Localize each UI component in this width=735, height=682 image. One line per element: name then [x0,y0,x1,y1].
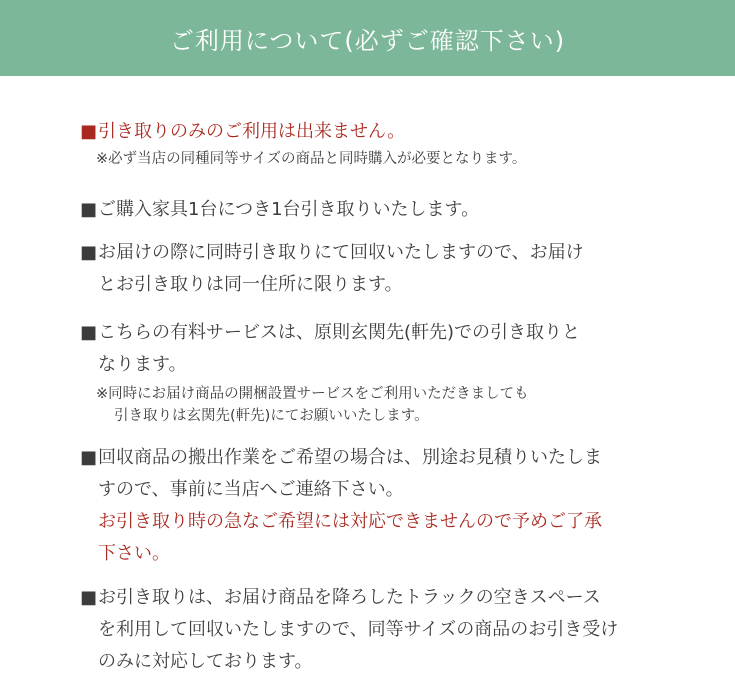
bullet-icon: ■ [80,322,98,343]
notice-line [80,116,720,148]
notice-note: ※同時にお届け商品の開梱設置サービスをご利用いただきましても [96,386,529,402]
notice-note: ※必ず当店の同種同等サイズの商品と同時購入が必要となります。 [96,151,527,167]
notice-item-4 [80,317,720,433]
notice-item-1 [80,116,720,187]
notice-text: こちらの有料サービスは、原則玄関先(軒先)での引き取りと [98,322,581,343]
notice-text: 回収商品の搬出作業をご希望の場合は、別途お見積りいたしま [98,447,602,468]
notice-item-3 [80,237,720,317]
notice-line-cont: とお引き取りは同一住所に限ります。 [98,274,403,295]
notice-line-cont: を利用して回収いたしますので、同等サイズの商品のお引き受け [98,619,619,640]
notice-item-2 [80,194,720,234]
notice-line [80,442,720,474]
notice-line-cont: すので、事前に当店へご連絡下さい。 [98,479,404,500]
bullet-icon: ■ [80,242,98,263]
notice-item-6 [80,582,720,678]
notice-line-cont: なります。 [98,354,187,375]
notice-line [80,237,720,269]
notice-warning: お引き取り時の急なご希望には対応できませんので予めご了承 [98,511,602,532]
notice-text: お引き取りは、お届け商品を降ろしたトラックの空きスペース [98,587,601,608]
header-title: ご利用について(必ずご確認下さい) [169,26,566,55]
notice-line-cont: のみに対応しております。 [98,651,313,672]
bullet-icon: ■ [80,121,98,142]
notice-text: 引き取りのみのご利用は出来ません。 [98,121,406,142]
usage-notes [80,116,720,678]
notice-text: ご購入家具1台につき1台引き取りいたします。 [98,199,480,220]
bullet-icon: ■ [80,199,98,220]
notice-warning-cont: 下さい。 [98,543,170,564]
notice-line [80,582,720,614]
page-header [0,0,735,76]
bullet-icon: ■ [80,587,98,608]
notice-line [80,317,720,349]
notice-note-cont: 引き取りは玄関先(軒先)にてお願いいたします。 [114,408,429,424]
notice-item-5 [80,442,720,582]
notice-text: お届けの際に同時引き取りにて回収いたしますので、お届け [98,242,584,263]
bullet-icon: ■ [80,447,98,468]
notice-line [80,194,720,226]
